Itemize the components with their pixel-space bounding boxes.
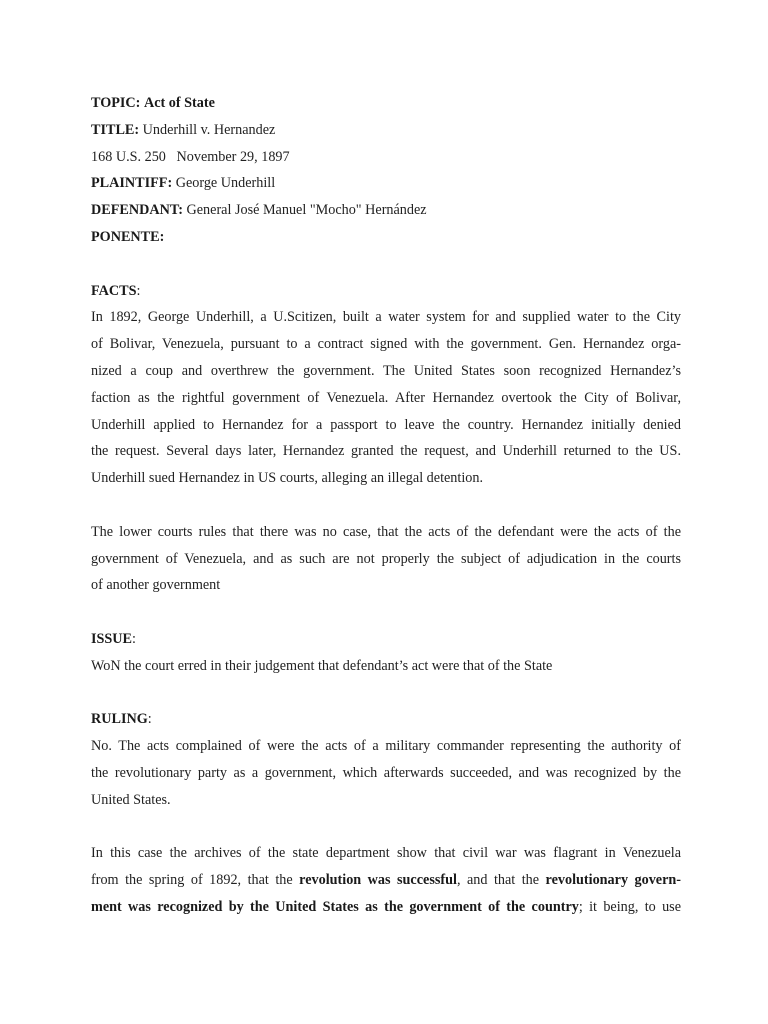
ruling-heading: [91, 706, 681, 733]
topic-value: Act of State: [143, 95, 215, 111]
spacer: [91, 251, 681, 278]
ruling-paragraph-2: [91, 840, 681, 920]
facts-p1-line: Underhill sued Hernandez in US courts, alleging an illegal detention.: [91, 470, 484, 487]
facts-p1-line: of Bolivar, Venezuela, pursuant to a contract signed with the government. Gen. Hernandez orga-: [91, 336, 681, 353]
facts-heading-colon: :: [136, 282, 141, 299]
facts-p1-line: the request. Several days later, Hernandez granted the request, and Underhill returned to the US.: [91, 443, 681, 460]
ruling-p1-line: the revolutionary party as a government, which afterwards succeeded, and was recognized by the: [91, 764, 681, 781]
facts-heading-text: FACTS: [91, 282, 137, 299]
ruling-p2-text: , and that the: [456, 872, 546, 889]
ruling-p1-line: No. The acts complained of were the acts of a military commander representing the authority of: [91, 738, 681, 755]
topic-label: TOPIC:: [91, 95, 141, 111]
ruling-p2-line: In this case the archives of the state department show that civil war was flagrant in Venezuela: [91, 845, 681, 862]
facts-heading: [91, 278, 681, 305]
facts-p1-line: nized a coup and overthrew the government. The United States soon recognized Hernandez’s: [91, 362, 681, 379]
facts-p2-line: The lower courts rules that there was no case, that the acts of the defendant were the acts of the: [91, 523, 681, 540]
ruling-paragraph-1: [91, 733, 681, 813]
ruling-p2-emphasis: revolutionary govern-: [545, 872, 681, 889]
citation-text: 168 U.S. 250 November 29, 1897: [91, 148, 290, 165]
ruling-p1-line: United States.: [91, 791, 171, 808]
citation-line: [91, 144, 681, 171]
ruling-p2-emphasis: revolution was successful: [299, 872, 457, 889]
ruling-heading-colon: :: [147, 711, 152, 728]
facts-p2-line: government of Venezuela, and as such are not properly the subject of adjudication in the courts: [91, 550, 681, 567]
defendant-line: [91, 197, 681, 224]
facts-paragraph-2: [91, 519, 681, 599]
ruling-heading-text: RULING: [91, 711, 148, 728]
ruling-p2-line: [91, 867, 681, 894]
ruling-p2-line: [91, 894, 681, 921]
ruling-p2-text: from the spring of 1892, that the: [91, 872, 300, 889]
ponente-label: PONENTE:: [91, 228, 165, 245]
facts-p1-line: faction as the rightful government of Venezuela. After Hernandez overtook the City of Bolivar,: [91, 389, 681, 406]
plaintiff-value: George Underhill: [175, 175, 276, 192]
title-value: Underhill v. Hernandez: [142, 121, 276, 138]
issue-text: WoN the court erred in their judgement that defendant’s act were that of the State: [91, 657, 553, 674]
defendant-value: General José Manuel "Mocho" Hernández: [186, 202, 427, 219]
facts-p1-line: In 1892, George Underhill, a U.Scitizen, built a water system for and supplied water to the City: [91, 309, 681, 326]
document-page: [91, 90, 681, 921]
spacer: [91, 599, 681, 626]
ruling-p2-emphasis: ment was recognized by the United States as the government of the country: [91, 898, 579, 915]
ponente-line: [91, 224, 681, 251]
issue-heading: [91, 626, 681, 653]
ruling-p2-text: ; it being, to use: [578, 898, 681, 915]
issue-heading-text: ISSUE: [91, 630, 133, 647]
title-line: [91, 117, 681, 144]
title-label: TITLE:: [91, 121, 140, 138]
plaintiff-label: PLAINTIFF:: [91, 175, 173, 192]
issue-heading-colon: :: [132, 630, 136, 647]
facts-p1-line: Underhill applied to Hernandez for a passport to leave the country. Hernandez initially denied: [91, 416, 681, 433]
facts-paragraph-1: [91, 304, 681, 492]
spacer: [91, 680, 681, 707]
spacer: [91, 492, 681, 519]
topic-line: [91, 90, 681, 117]
defendant-label: DEFENDANT:: [91, 202, 183, 219]
plaintiff-line: [91, 170, 681, 197]
spacer: [91, 814, 681, 841]
facts-p2-line: of another government: [91, 577, 221, 594]
